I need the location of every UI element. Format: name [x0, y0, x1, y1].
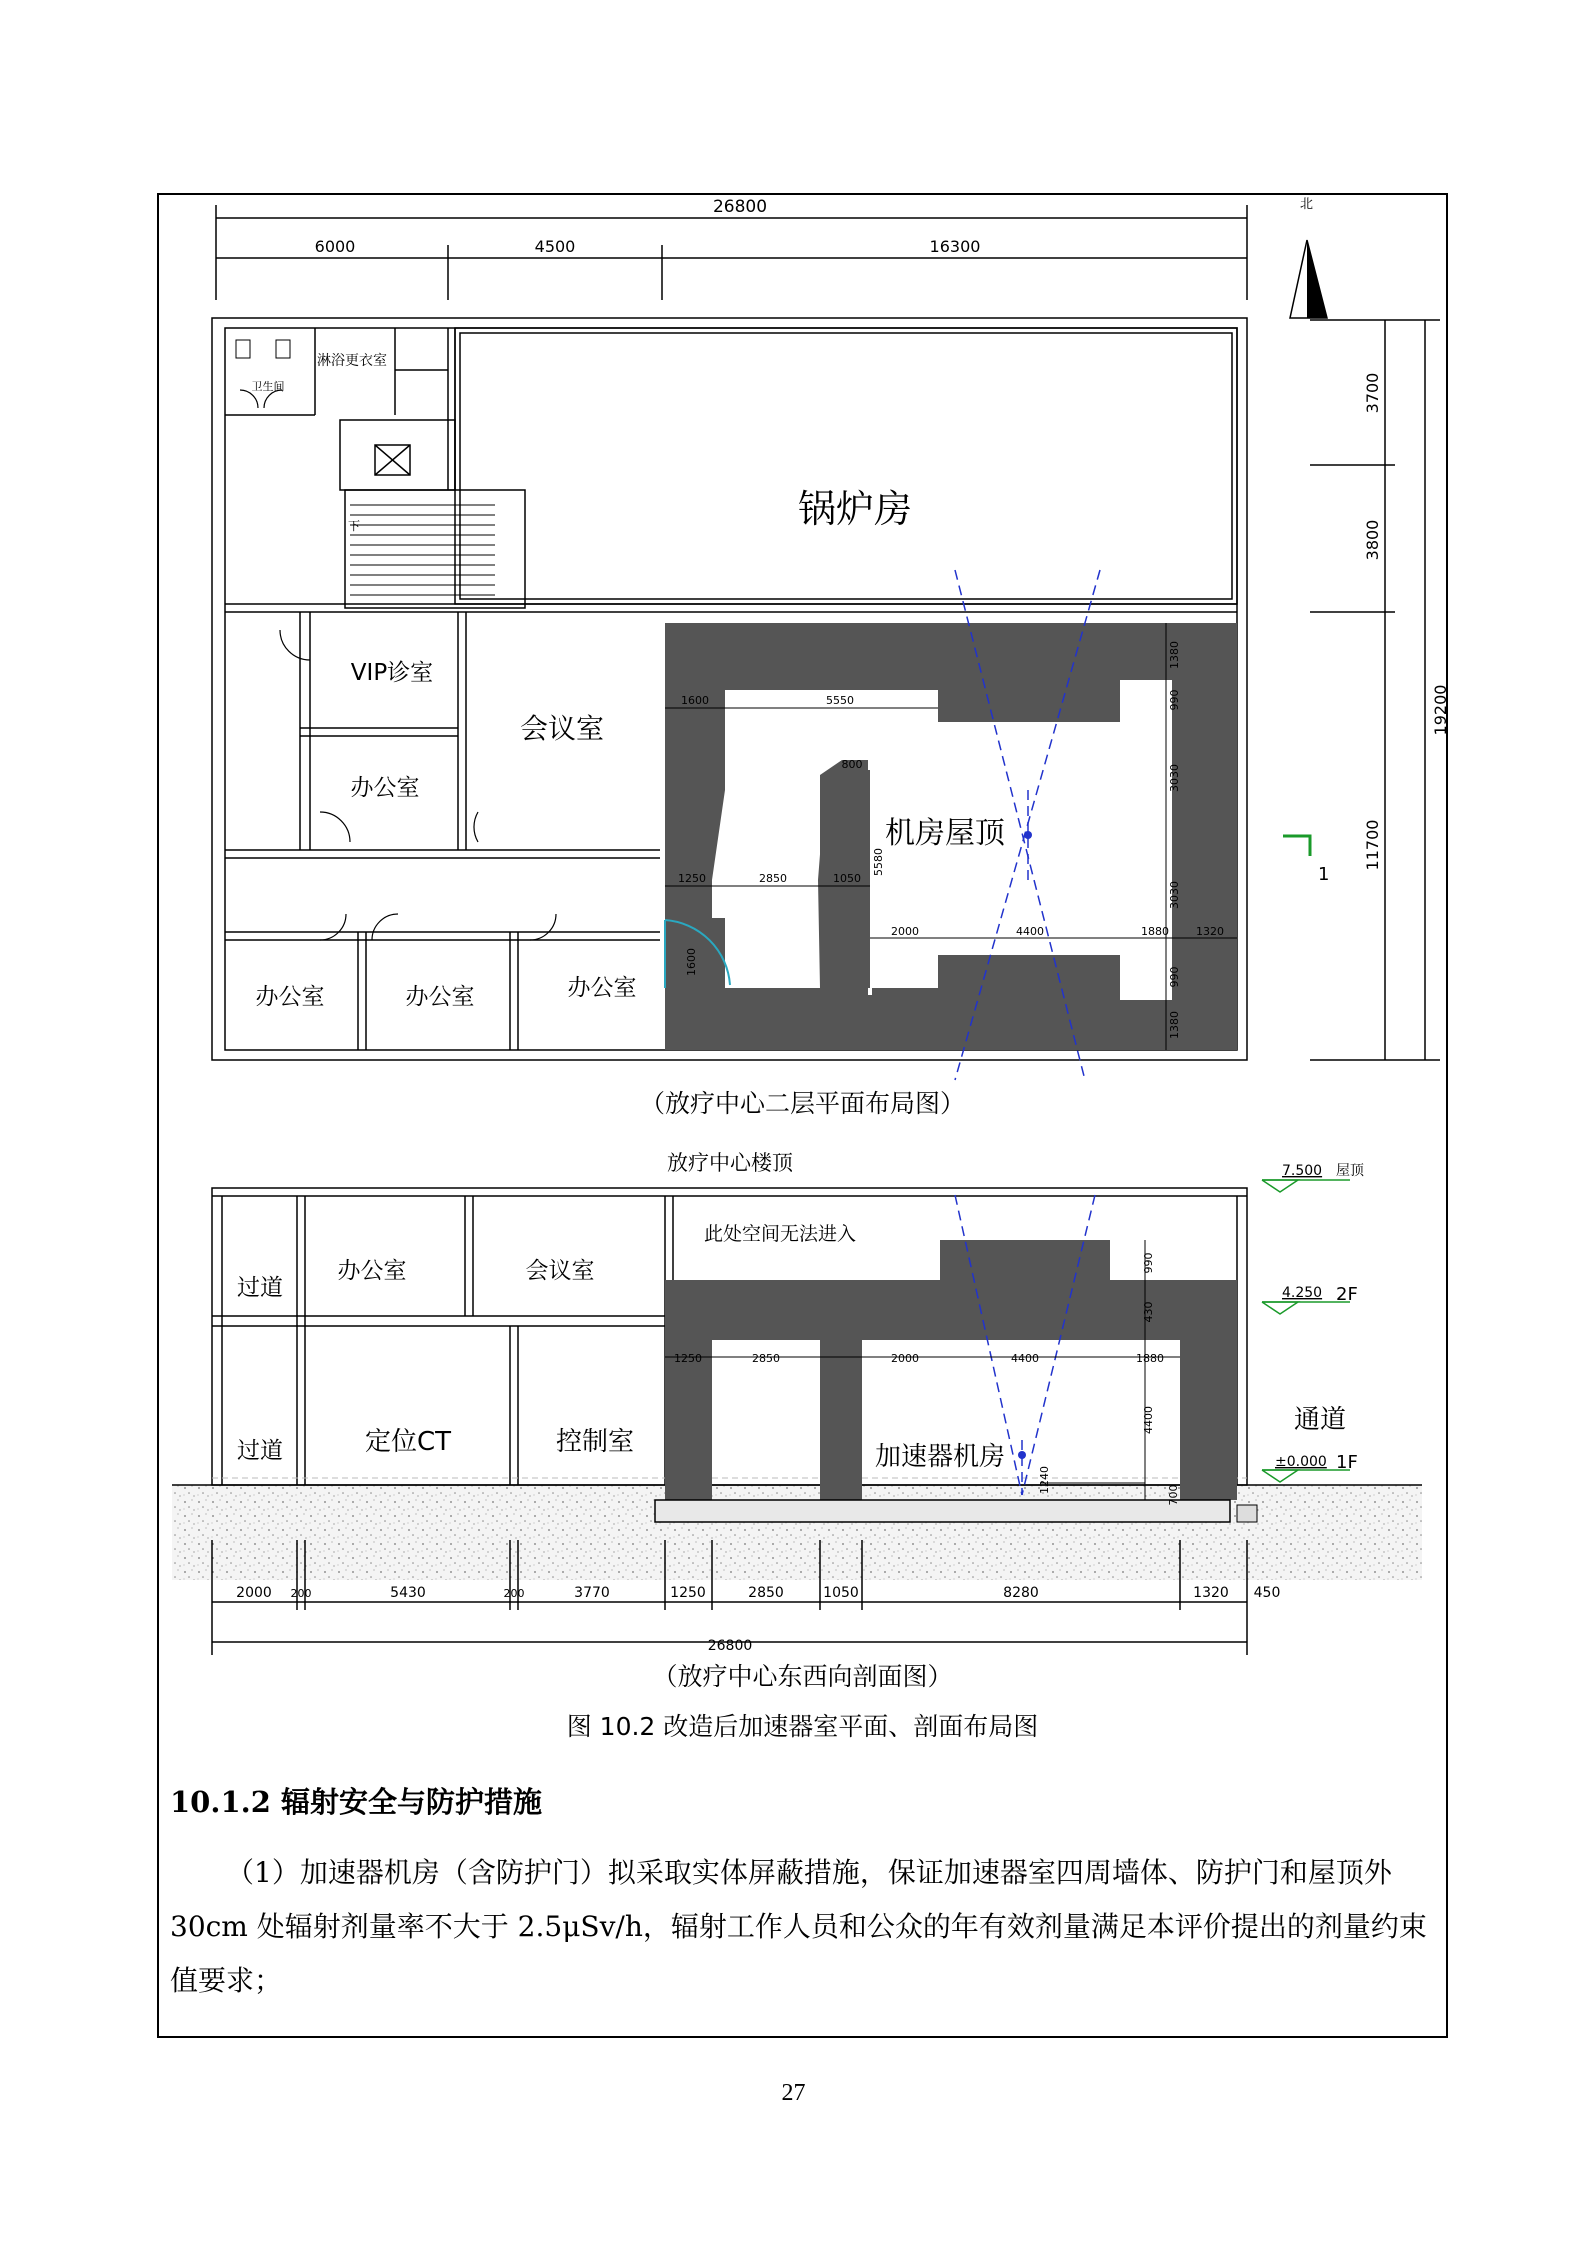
stair-treads [350, 505, 495, 595]
room-office-2: 办公室 [255, 984, 325, 1010]
section-bottom-dim: 1320 [1193, 1585, 1229, 1601]
level-1f-value: ±0.000 [1275, 1454, 1327, 1470]
section-bottom-dim: 1250 [670, 1585, 706, 1601]
isocenter-icon [1024, 831, 1032, 839]
figure-caption: 图 10.2 改造后加速器室平面、剖面布局图 [566, 1712, 1039, 1741]
section-meeting: 会议室 [525, 1258, 595, 1284]
plan-dim: 1880 [1141, 925, 1169, 938]
section-corridor-bottom: 过道 [237, 1438, 283, 1464]
section-dim: 2000 [891, 1352, 919, 1365]
dim-right-3: 11700 [1363, 819, 1382, 871]
section-no-access: 此处空间无法进入 [703, 1223, 857, 1245]
room-office-1: 办公室 [350, 775, 420, 801]
room-vip: VIP诊室 [350, 660, 434, 686]
section-bottom-dim: 1050 [823, 1585, 859, 1601]
section-office: 办公室 [337, 1258, 407, 1284]
plan-dim: 1380 [1168, 1011, 1181, 1039]
dim-right-total: 19200 [1431, 684, 1450, 736]
section-passage: 通道 [1293, 1405, 1347, 1435]
room-boiler: 锅炉房 [797, 487, 913, 531]
section-dim: 700 [1167, 1484, 1180, 1506]
level-2f-value: 4.250 [1282, 1285, 1323, 1301]
north-label: 北 [1300, 197, 1314, 212]
plan-dim: 990 [1168, 689, 1181, 711]
section-corridor-top: 过道 [237, 1275, 283, 1301]
room-toilet: 卫生间 [251, 380, 285, 393]
dim-part-1: 6000 [314, 237, 356, 256]
section-dim: 990 [1142, 1252, 1155, 1274]
section-dim: 1880 [1136, 1352, 1164, 1365]
section-bottom-dim: 450 [1253, 1585, 1281, 1601]
section-dim: 1240 [1038, 1466, 1051, 1494]
level-2f-text: 2F [1336, 1284, 1358, 1305]
section-bottom-total: 26800 [707, 1638, 753, 1654]
floor-plan [212, 197, 1450, 1080]
section-heading: 10.1.2 辐射安全与防护措施 [170, 1785, 543, 1819]
section-roof-label: 放疗中心楼顶 [667, 1151, 793, 1175]
plan-dim: 1600 [685, 948, 698, 976]
section-bottom-dim: 3770 [574, 1585, 610, 1601]
room-shower: 淋浴更衣室 [317, 353, 387, 369]
plan-dim: 990 [1168, 966, 1181, 988]
plan-dim: 3030 [1168, 764, 1181, 792]
dim-right-2: 3800 [1363, 519, 1382, 561]
plan-dim: 5580 [872, 848, 885, 876]
room-meeting: 会议室 [519, 712, 605, 745]
room-office-3: 办公室 [405, 984, 475, 1010]
section-drawing [172, 1151, 1422, 1655]
section-dim: 1250 [674, 1352, 702, 1365]
plan-dim: 4400 [1016, 925, 1044, 938]
section-caption: （放疗中心东西向剖面图） [652, 1662, 953, 1691]
section-marker-label: 1 [1318, 864, 1330, 885]
level-roof-value: 7.500 [1282, 1163, 1323, 1179]
plan-dim: 2850 [759, 872, 787, 885]
section-bottom-dim: 2000 [236, 1585, 272, 1601]
body-paragraph: （1）加速器机房（含防护门）拟采取实体屏蔽措施，保证加速器室四周墙体、防护门和屋顶外 30cm 处辐射剂量率不大于 2.5μSv/h，辐射工作人员和公众的年有效剂量满足本评价提出的剂量约束值要求； [170, 1856, 1427, 1997]
isocenter-icon [1018, 1451, 1026, 1459]
plan-dim: 5550 [826, 694, 854, 707]
plan-dim: 2000 [891, 925, 919, 938]
section-marker [1283, 836, 1310, 856]
section-bottom-dim: 5430 [390, 1585, 426, 1601]
toilet-icon [276, 340, 290, 358]
plan-top-dimensions [216, 205, 1247, 300]
section-bottom-dim: 200 [503, 1587, 525, 1600]
section-bottom-dim: 2850 [748, 1585, 784, 1601]
section-dim: 430 [1142, 1301, 1155, 1323]
dim-total-top: 26800 [712, 197, 768, 217]
plan-dim: 1600 [681, 694, 709, 707]
toilet-icon [236, 340, 250, 358]
dim-part-3: 16300 [929, 237, 981, 256]
dim-right-1: 3700 [1363, 372, 1382, 414]
plan-caption: （放疗中心二层平面布局图） [639, 1089, 965, 1118]
plan-dim: 800 [841, 758, 863, 771]
room-machine-roof: 机房屋顶 [885, 816, 1005, 851]
dim-part-2: 4500 [534, 237, 576, 256]
section-bottom-dim: 200 [290, 1587, 312, 1600]
section-control: 控制室 [555, 1427, 635, 1457]
plan-dim: 1050 [833, 872, 861, 885]
section-dim: 2850 [752, 1352, 780, 1365]
level-roof-text: 屋顶 [1336, 1163, 1364, 1179]
section-bottom-dim: 8280 [1003, 1585, 1039, 1601]
stair-down-label: 下 [348, 519, 361, 533]
foundation-slab [655, 1500, 1230, 1522]
page-number: 27 [781, 2080, 806, 2106]
plan-dim: 3030 [1168, 881, 1181, 909]
plan-dim: 1380 [1168, 641, 1181, 669]
section-accelerator: 加速器机房 [874, 1442, 1006, 1472]
level-1f-text: 1F [1336, 1452, 1358, 1473]
north-arrow-icon [1290, 197, 1327, 318]
section-ct: 定位CT [364, 1427, 452, 1457]
plan-right-dimensions [1310, 320, 1440, 1060]
room-office-4: 办公室 [567, 975, 637, 1001]
plan-dim: 1320 [1196, 925, 1224, 938]
section-dim: 4400 [1011, 1352, 1039, 1365]
plan-dim: 1250 [678, 872, 706, 885]
section-dim: 4400 [1142, 1406, 1155, 1434]
